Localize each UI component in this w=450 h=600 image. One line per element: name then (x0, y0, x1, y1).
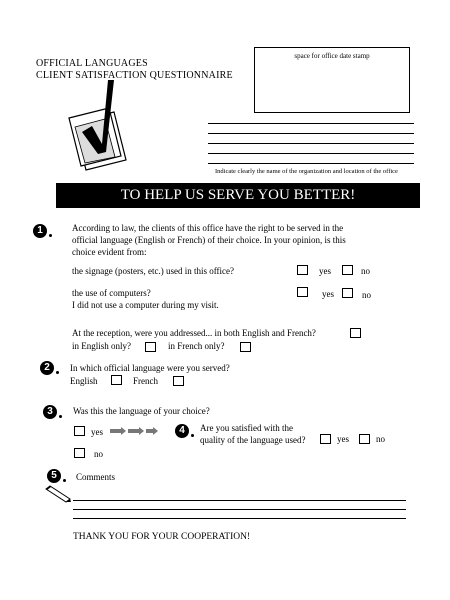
pencil-icon (44, 485, 72, 503)
computers-no-label: no (362, 290, 371, 300)
q3-no-checkbox[interactable] (74, 448, 85, 458)
question-5-number: 5 (47, 469, 61, 483)
banner: TO HELP US SERVE YOU BETTER! (56, 183, 420, 208)
footer-thank-you: THANK YOU FOR YOUR COOPERATION! (73, 532, 251, 542)
q1-reception-line-1: At the reception, were you addressed... in both English and French? (72, 328, 316, 338)
q3-text: Was this the language of your choice? (73, 406, 210, 416)
q2-english-checkbox[interactable] (111, 375, 122, 385)
q1-intro-line-1: According to law, the clients of this office have the right to be served in the (72, 223, 344, 233)
q4-text-line-2: quality of the language used? (200, 435, 306, 445)
q1-signage-label: the signage (posters, etc.) used in this office? (72, 266, 235, 276)
computers-yes-checkbox[interactable] (297, 287, 308, 297)
org-line-5[interactable] (208, 163, 414, 164)
signage-yes-label: yes (319, 266, 331, 276)
q1-reception-english-label: in English only? (72, 341, 131, 351)
stamp-label: space for office date stamp (294, 52, 370, 60)
q1-computers-label: the use of computers? (72, 288, 151, 298)
org-line-2[interactable] (208, 133, 414, 134)
question-2-number: 2 (40, 361, 54, 375)
q4-no-label: no (376, 434, 385, 444)
question-4-dot (191, 434, 194, 437)
reception-english-checkbox[interactable] (145, 342, 156, 352)
org-line-4[interactable] (208, 153, 414, 154)
comment-line-2[interactable] (73, 509, 406, 510)
question-3-number: 3 (43, 405, 57, 419)
org-note: Indicate clearly the name of the organization and location of the office (215, 168, 398, 175)
comment-line-1[interactable] (73, 500, 406, 501)
q3-yes-checkbox[interactable] (74, 426, 85, 436)
q2-english-label: English (70, 376, 98, 386)
org-line-1[interactable] (208, 123, 414, 124)
question-5-dot (63, 479, 66, 482)
q2-french-label: French (133, 376, 158, 386)
q4-text-line-1: Are you satisfied with the (200, 423, 293, 433)
q4-yes-label: yes (337, 434, 349, 444)
q1-intro-line-2: official language (English or French) of their choice. In your opinion, is this (72, 235, 346, 245)
q3-yes-label: yes (91, 427, 103, 437)
question-1-dot (49, 234, 52, 237)
checkmark-logo-icon (66, 72, 140, 182)
question-2-dot (56, 371, 59, 374)
q2-french-checkbox[interactable] (173, 376, 184, 386)
stamp-box (254, 47, 410, 113)
computers-no-checkbox[interactable] (342, 288, 353, 298)
question-1-number: 1 (33, 224, 47, 238)
signage-no-checkbox[interactable] (342, 265, 353, 275)
q1-intro-line-3: choice evident from: (72, 247, 147, 257)
q4-yes-checkbox[interactable] (320, 434, 331, 444)
header-line-1: OFFICIAL LANGUAGES (36, 58, 148, 69)
header-line-2: CLIENT SATISFACTION QUESTIONNAIRE (36, 70, 233, 81)
q4-no-checkbox[interactable] (359, 434, 370, 444)
question-4-number: 4 (175, 424, 189, 438)
q2-text: In which official language were you served? (70, 363, 230, 373)
q5-text: Comments (76, 472, 116, 482)
q3-no-label: no (94, 449, 103, 459)
question-3-dot (59, 415, 62, 418)
q1-no-computer-label: I did not use a computer during my visit. (72, 300, 219, 310)
reception-french-checkbox[interactable] (240, 342, 251, 352)
reception-both-checkbox[interactable] (350, 328, 361, 338)
q1-reception-french-label: in French only? (168, 341, 225, 351)
signage-yes-checkbox[interactable] (297, 265, 308, 275)
comment-line-3[interactable] (73, 518, 406, 519)
org-line-3[interactable] (208, 143, 414, 144)
computers-yes-label: yes (322, 289, 334, 299)
signage-no-label: no (361, 266, 370, 276)
